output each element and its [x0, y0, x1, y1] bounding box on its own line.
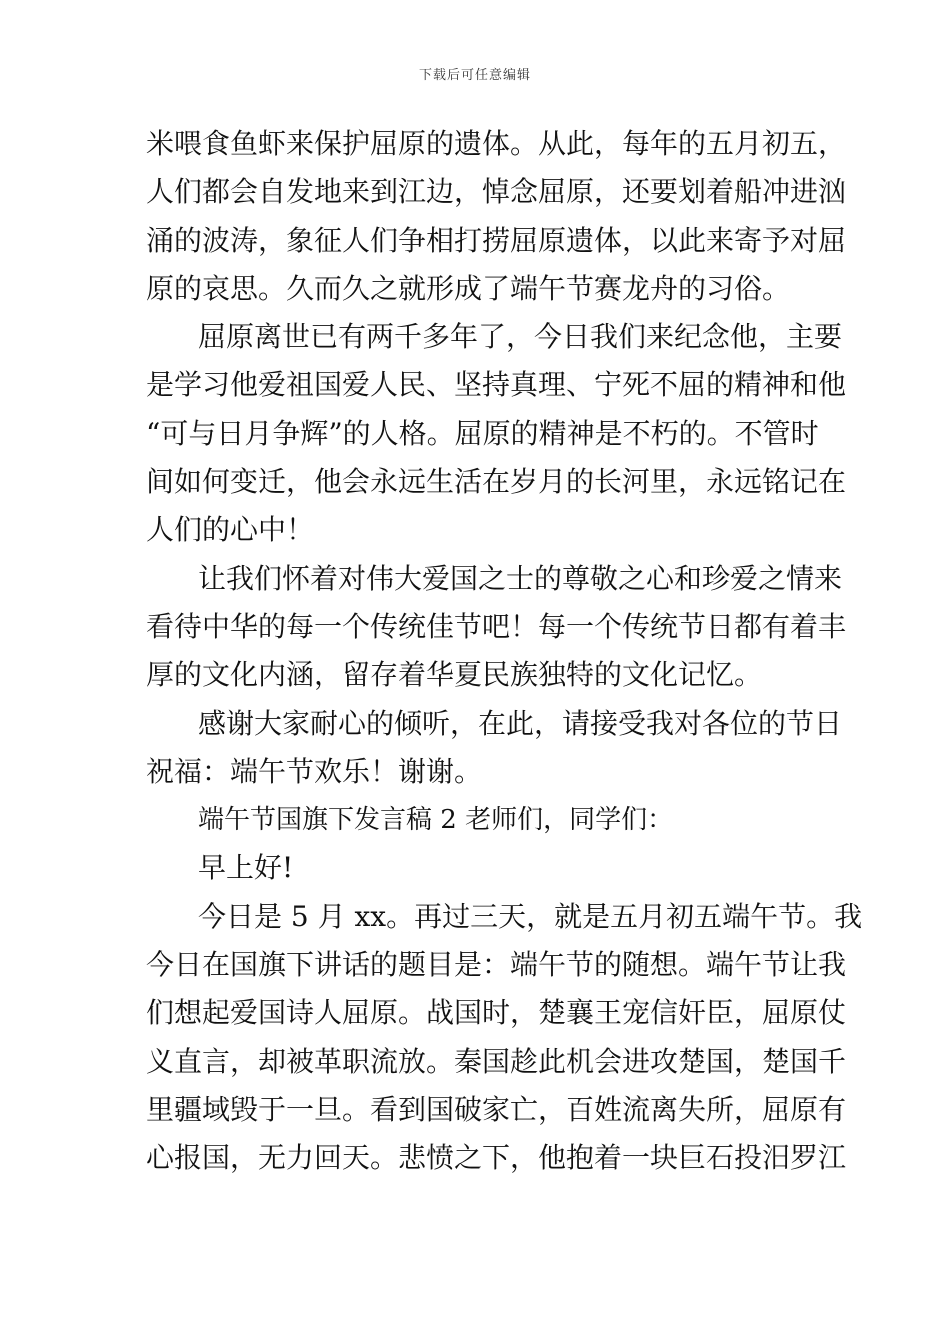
paragraph-start-line: 让我们怀着对伟大爱国之士的尊敬之心和珍爱之情来 [198, 561, 843, 595]
text-line: 义直言，却被革职流放。秦国趁此机会进攻楚国，楚国千 [146, 1044, 847, 1078]
paragraph-start-line: 屈原离世已有两千多年了，今日我们来纪念他，主要 [198, 320, 843, 354]
text-line: 今日在国旗下讲话的题目是：端午节的随想。端午节让我 [146, 948, 847, 982]
text-line: 看待中华的每一个传统佳节吧！每一个传统节日都有着丰 [146, 609, 847, 643]
text-line: 厚的文化内涵，留存着华夏民族独特的文化记忆。 [146, 658, 763, 692]
text-line: 涌的波涛，象征人们争相打捞屈原遗体，以此来寄予对屈 [146, 223, 847, 257]
paragraph-start-line: 今日是 5 月 xx。再过三天，就是五月初五端午节。我 [198, 899, 863, 933]
text-line: 人们都会自发地来到江边，悼念屈原，还要划着船冲进汹 [146, 175, 847, 209]
page-header: 下载后可任意编辑 [418, 68, 531, 83]
text-line: 祝福：端午节欢乐！谢谢。 [146, 754, 483, 788]
text-line: 人们的心中！ [146, 513, 315, 547]
document-body [146, 126, 863, 1189]
paragraph-start-line: 感谢大家耐心的倾听，在此，请接受我对各位的节日 [198, 706, 843, 740]
text-line: 间如何变迁，他会永远生活在岁月的长河里，永远铭记在 [146, 465, 847, 499]
text-line: 们想起爱国诗人屈原。战国时，楚襄王宠信奸臣，屈原仗 [146, 996, 847, 1030]
text-line: 里疆域毁于一旦。看到国破家亡，百姓流离失所，屈原有 [146, 1092, 847, 1126]
text-line: 米喂食鱼虾来保护屈原的遗体。从此，每年的五月初五， [146, 127, 847, 160]
text-line: 原的哀思。久而久之就形成了端午节赛龙舟的习俗。 [146, 271, 791, 305]
greeting-line: 早上好! [198, 851, 294, 885]
section-title-line: 端午节国旗下发言稿 2 老师们，同学们： [198, 805, 674, 836]
text-line: 是学习他爱祖国爱人民、坚持真理、宁死不屈的精神和他 [146, 368, 847, 402]
text-line: 心报国，无力回天。悲愤之下，他抱着一块巨石投汨罗江 [146, 1141, 847, 1175]
text-line: “可与日月争辉”的人格。屈原的精神是不朽的。不管时 [146, 416, 819, 450]
